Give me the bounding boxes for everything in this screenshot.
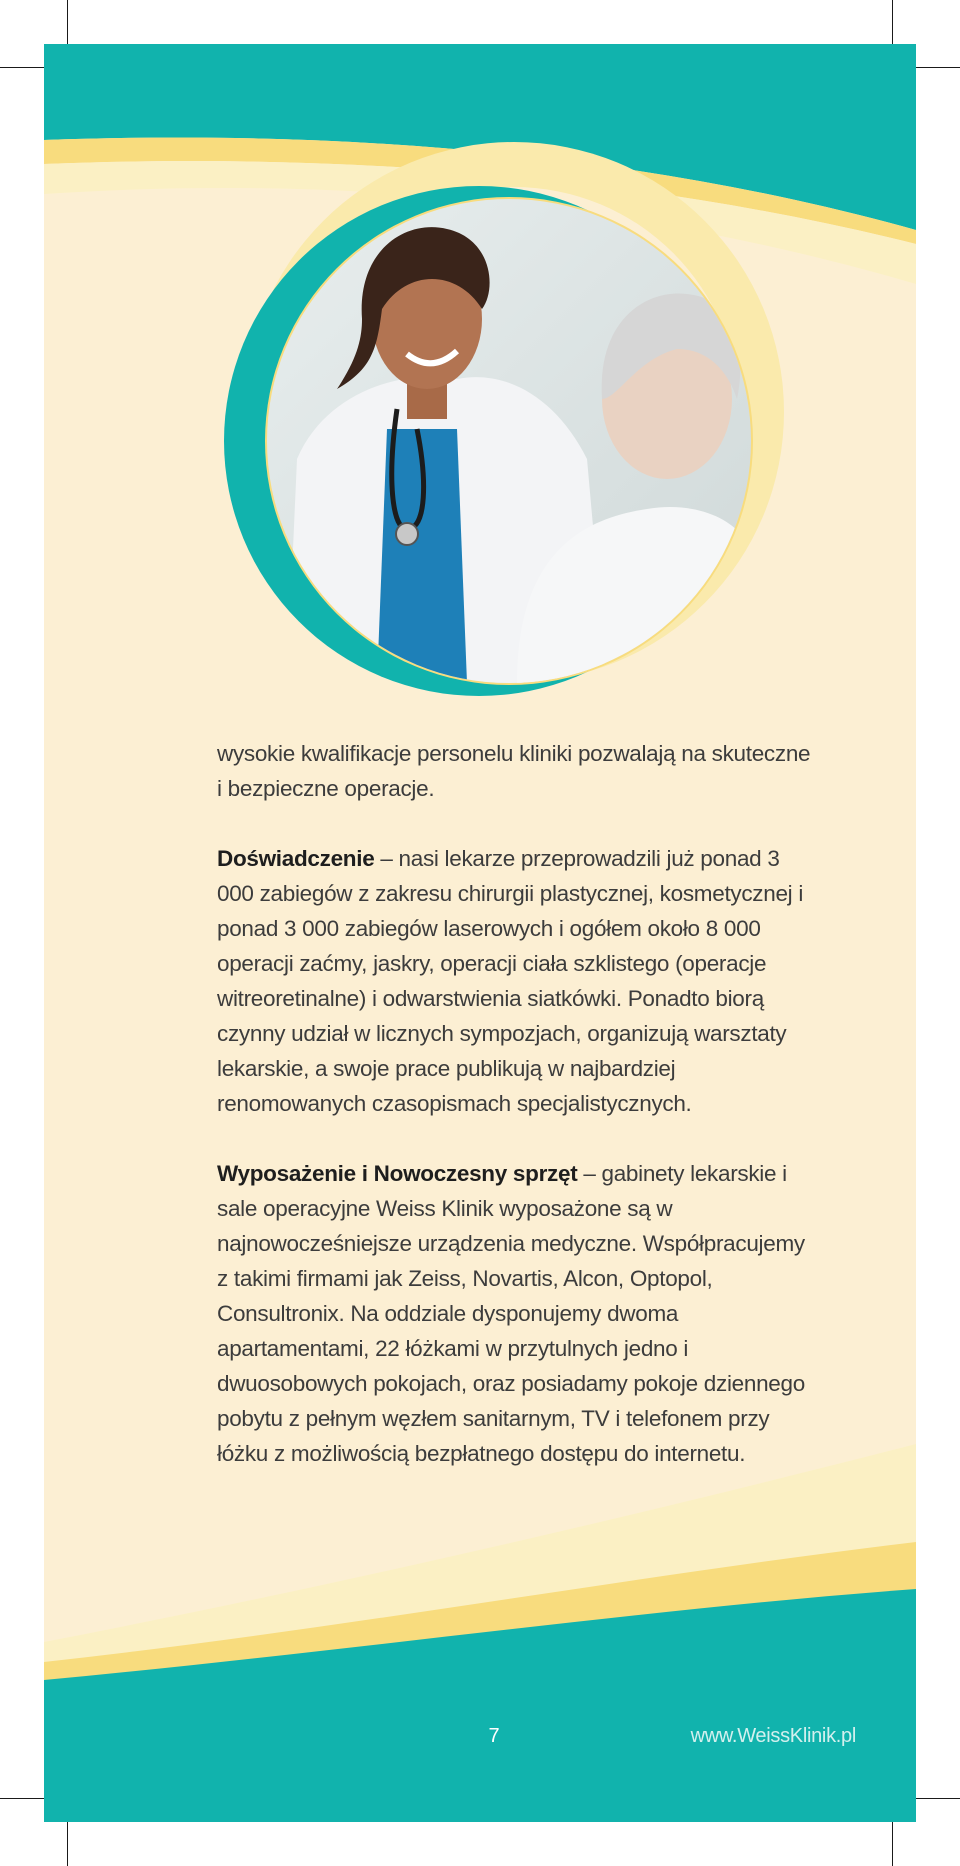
crop-mark [0, 1798, 44, 1799]
equipment-paragraph [217, 1156, 817, 1471]
experience-text: – nasi lekarze przeprowadzili już ponad 3 000 zabiegów z zakresu chirurgii plastycznej, kosmetycznej i ponad 3 000 zabiegów laserowych i ogółem około 8 000 operacji zaćmy, jaskry, operacji ciała szklistego (operacje witreoretinalne) i odwarstwienia siatkówki. Ponadto biorą czynny udział w licznych sympozjach, organizują warsztaty lekarskie, a swoje prace publikują w najbardziej renomowanych czasopismach specjalistycznych. [217, 846, 804, 1116]
crop-mark [916, 1798, 960, 1799]
website-url: www.WeissKlinik.pl [690, 1725, 856, 1747]
page-number: 7 [488, 1725, 500, 1747]
crop-mark [67, 0, 68, 44]
crop-mark [67, 1822, 68, 1866]
equipment-text: – gabinety lekarskie i sale operacyjne Weiss Klinik wyposażone są w najnowocześniejsze urządzenia medyczne. Współpracujemy z takimi firmami jak Zeiss, Novartis, Alcon, Optopol, Consultronix. Na oddziale dysponujemy dwoma apartamentami, 22 łóżkami w przytulnych jedno i dwuosobowych pokojach, oraz posiadamy pokoje dziennego pobytu z pełnym węzłem sanitarnym, TV i telefonem przy łóżku z możliwością bezpłatnego dostępu do internetu. [217, 1161, 805, 1466]
crop-mark [892, 1822, 893, 1866]
crop-mark [916, 67, 960, 68]
intro-paragraph: wysokie kwalifikacje personelu kliniki pozwalają na skuteczne i bezpieczne operacje. [217, 741, 811, 801]
brochure-page [44, 44, 916, 1822]
experience-heading: Doświadczenie [217, 846, 375, 871]
crop-mark [0, 67, 44, 68]
experience-paragraph [217, 841, 817, 1121]
doctor-patient-photo [267, 199, 751, 683]
body-text [217, 736, 817, 1471]
crop-mark [892, 0, 893, 44]
equipment-heading: Wyposażenie i Nowoczesny sprzęt [217, 1161, 578, 1186]
